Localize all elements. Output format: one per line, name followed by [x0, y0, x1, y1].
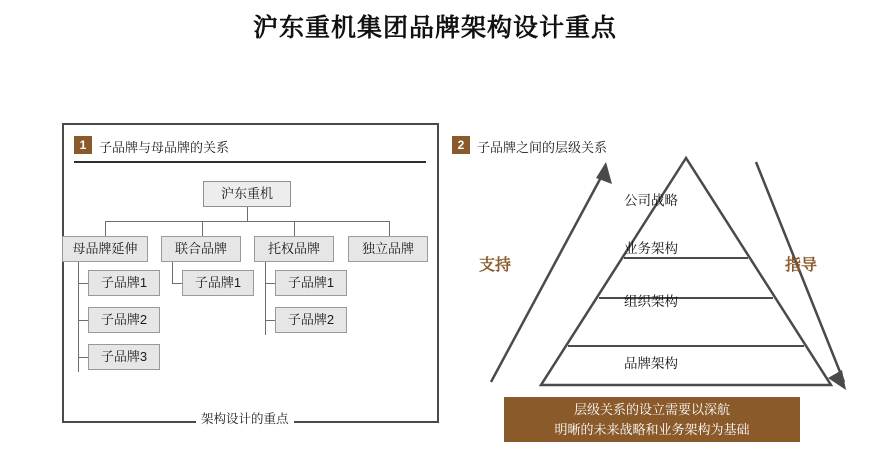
connector-col-1	[105, 221, 106, 236]
page-title: 沪东重机集团品牌架构设计重点	[252, 14, 617, 42]
tree-child-box: 子品牌2	[275, 307, 347, 333]
connector-root-vertical	[247, 207, 248, 221]
pyramid-tier-label: 组织架构	[624, 294, 678, 309]
tree-child-box: 子品牌1	[88, 270, 160, 296]
right-footer-line-2: 明晰的未来战略和业务架构为基础	[554, 422, 750, 437]
connector-col-3	[294, 221, 295, 236]
connector-col1-spine	[78, 262, 79, 372]
connector-col1-branch	[78, 357, 88, 358]
right-footer-callout	[504, 397, 800, 442]
connector-col-4	[389, 221, 390, 236]
connector-col2-branch	[172, 283, 182, 284]
pyramid-tier-label: 品牌架构	[624, 356, 678, 371]
connector-col3-branch	[265, 283, 275, 284]
tree-root-box: 沪东重机	[203, 181, 291, 207]
connector-col-2	[202, 221, 203, 236]
tree-column-header: 联合品牌	[161, 236, 241, 262]
section-2-title: 子品牌之间的层级关系	[477, 140, 608, 155]
connector-horizontal-bus	[105, 221, 390, 222]
section-1-badge: 1	[74, 136, 92, 154]
tree-child-box: 子品牌1	[275, 270, 347, 296]
connector-col3-spine	[265, 262, 266, 335]
section-1-underline	[74, 161, 426, 163]
support-label: 支持	[479, 257, 512, 274]
tree-child-box: 子品牌1	[182, 270, 254, 296]
right-footer-line-1: 层级关系的设立需要以深航	[573, 402, 730, 417]
tree-column-header: 独立品牌	[348, 236, 428, 262]
section-1-title: 子品牌与母品牌的关系	[99, 140, 230, 155]
pyramid-tier-label: 公司战略	[624, 193, 678, 208]
connector-col1-branch	[78, 320, 88, 321]
connector-col2-spine	[172, 262, 173, 283]
tree-column-header: 托权品牌	[254, 236, 334, 262]
connector-col3-branch	[265, 320, 275, 321]
connector-col1-branch	[78, 283, 88, 284]
left-footer-note: 架构设计的重点	[196, 409, 294, 427]
section-2-badge: 2	[452, 136, 470, 154]
tree-column-header: 母品牌延伸	[62, 236, 148, 262]
guide-label: 指导	[785, 257, 818, 274]
tree-child-box: 子品牌3	[88, 344, 160, 370]
pyramid-tier-label: 业务架构	[624, 241, 678, 256]
tree-child-box: 子品牌2	[88, 307, 160, 333]
